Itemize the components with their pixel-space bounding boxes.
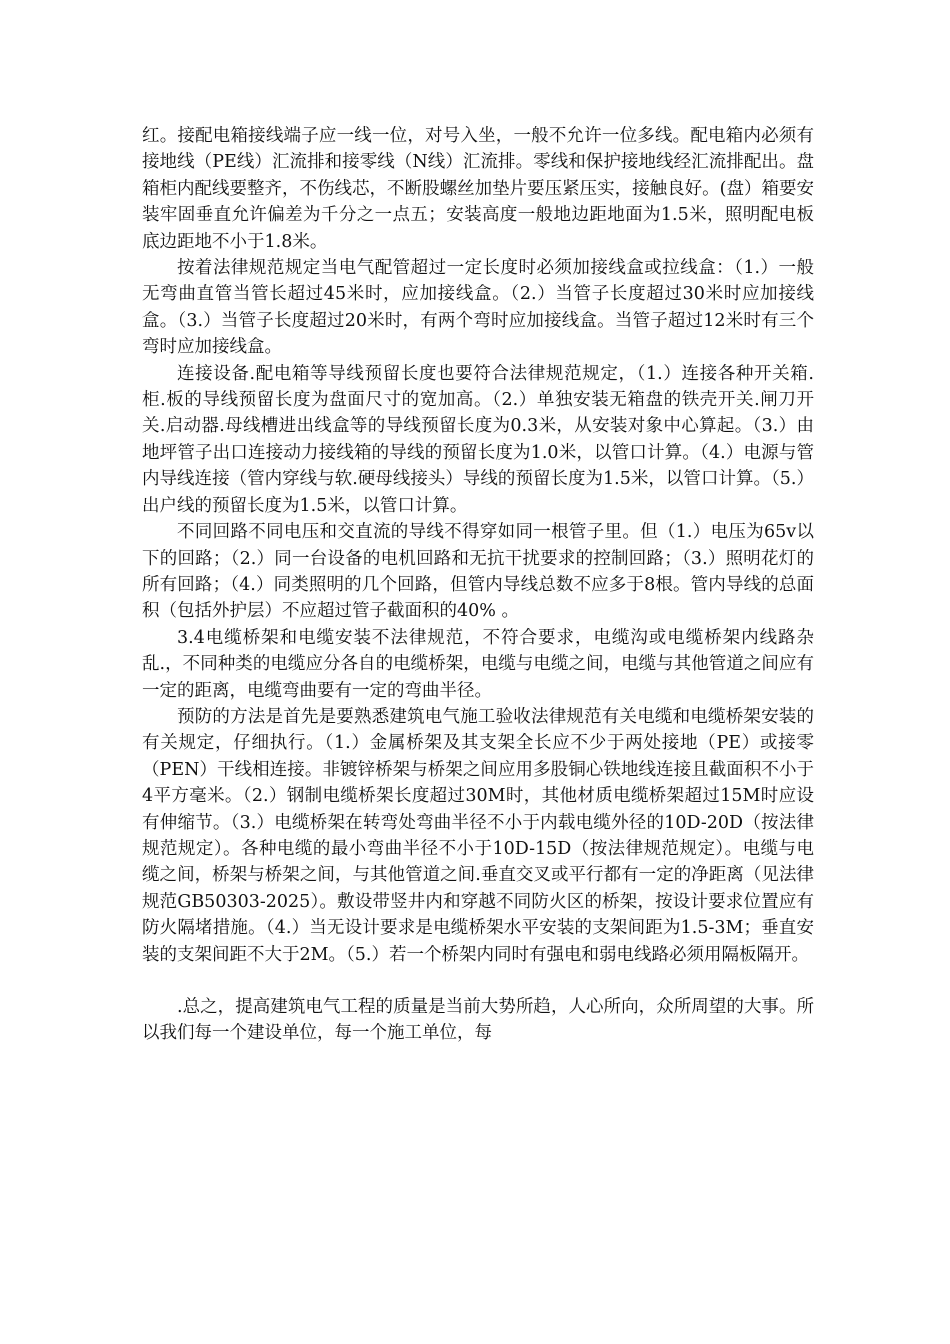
body-text: [142, 123, 814, 1047]
paragraph-cable-tray-issues: 3.4电缆桥架和电缆安装不法律规范，不符合要求，电缆沟或电缆桥架内线路杂乱.，不同种类的电缆应分各自的电缆桥架，电缆与电缆之间，电缆与其他管道之间应有一定的距离，电缆弯曲要有一定的弯曲半径。: [142, 627, 814, 701]
paragraph-wire-reserve-length: 连接设备.配电箱等导线预留长度也要符合法律规范规定，（1.）连接各种开关箱.柜.板的导线预留长度为盘面尺寸的宽加高。（2.）单独安装无箱盘的铁壳开关.闸刀开关.启动器.母线槽进出线盒等的导线预留长度为0.3米，从安装对象中心算起。（3.）由地坪管子出口连接动力接线箱的导线的预留长度为1.0米，以管口计算。（4.）电源与管内导线连接（管内穿线与软.硬母线接头）导线的预留长度为1.5米，以管口计算。（5.）出户线的预留长度为1.5米，以管口计算。: [142, 363, 814, 516]
paragraph-circuit-conduit-rules: 不同回路不同电压和交直流的导线不得穿如同一根管子里。但（1.）电压为65v以下的回路；（2.）同一台设备的电机回路和无抗干扰要求的控制回路；（3.）照明花灯的所有回路；（4.）同类照明的几个回路，但管内导线总数不应多于8根。管内导线的总面积（包括外护层）不应超过管子截面积的40% 。: [142, 522, 814, 622]
paragraph-spacer: [142, 968, 814, 994]
paragraph-conclusion: .总之，提高建筑电气工程的质量是当前大势所趋，人心所向，众所周望的大事。所以我们每一个建设单位，每一个施工单位，每: [142, 997, 814, 1044]
paragraph-distribution-box-wiring: 红。接配电箱接线端子应一线一位，对号入坐，一般不允许一位多线。配电箱内必须有接地线（PE线）汇流排和接零线（N线）汇流排。零线和保护接地线经汇流排配出。盘箱柜内配线要整齐，不伤线芯，不断股螺丝加垫片要压紧压实，接触良好。(盘）箱要安装牢固垂直允许偏差为千分之一点五；安装高度一般地边距地面为1.5米，照明配电板底边距地不小于1.8米。: [142, 126, 814, 252]
paragraph-junction-box-rules: 按着法律规范规定当电气配管超过一定长度时必须加接线盒或拉线盒：（1.）一般无弯曲直管当管长超过45米时，应加接线盒。（2.）当管子长度超过30米时应加接线盒。（3.）当管子长度超过20米时，有两个弯时应加接线盒。当管子超过12米时有三个弯时应加接线盒。: [142, 258, 814, 358]
paragraph-cable-tray-prevention: 预防的方法是首先是要熟悉建筑电气施工验收法律规范有关电缆和电缆桥架安装的有关规定，仔细执行。（1.）金属桥架及其支架全长应不少于两处接地（PE）或接零（PEN）干线相连接。非镀锌桥架与桥架之间应用多股铜心铁地线连接且截面积不小于4平方毫米。（2.）钢制电缆桥架长度超过30M时，其他材质电缆桥架超过15M时应设有伸缩节。（3.）电缆桥架在转弯处弯曲半径不小于内载电缆外径的10D-20D（按法律规范规定）。各种电缆的最小弯曲半径不小于10D-15D（按法律规范规定）。电缆与电缆之间，桥架与桥架之间，与其他管道之间.垂直交叉或平行都有一定的净距离（见法律规范GB50303-2025）。敷设带竖井内和穿越不同防火区的桥架，按设计要求位置应有防火隔堵措施。（4.）当无设计要求是电缆桥架水平安装的支架间距为1.5-3M；垂直安装的支架间距不大于2M。（5.）若一个桥架内同时有强电和弱电线路必须用隔板隔开。: [142, 706, 814, 965]
